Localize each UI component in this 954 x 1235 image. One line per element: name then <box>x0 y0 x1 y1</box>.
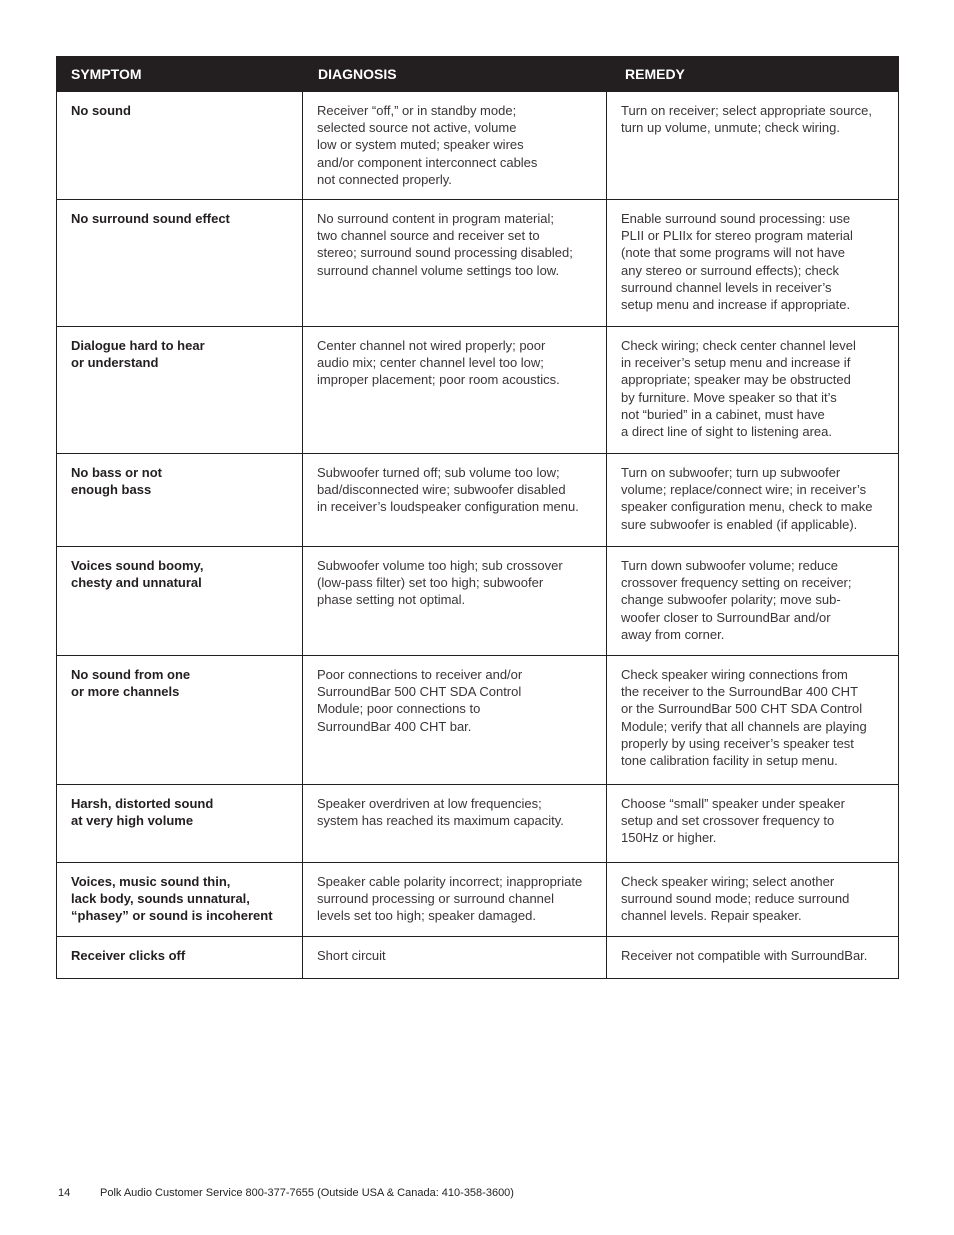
diagnosis-cell <box>303 454 607 547</box>
cell-text-line: volume; replace/connect wire; in receiver’s <box>621 482 867 498</box>
remedy-cell <box>607 92 899 200</box>
cell-text-line: and/or component interconnect cables <box>317 154 538 170</box>
symptom-cell <box>57 656 303 785</box>
diagnosis-cell <box>303 92 607 200</box>
cell-text-line: by furniture. Move speaker so that it’s <box>621 389 837 405</box>
cell-text-line: Receiver not compatible with SurroundBar. <box>621 948 868 963</box>
cell-text-line: tone calibration facility in setup menu. <box>621 753 838 769</box>
remedy-cell <box>607 200 899 327</box>
cell-text-line: or more channels <box>71 684 180 700</box>
cell-text-line: setup menu and increase if appropriate. <box>621 297 851 313</box>
cell-text-line: Choose “small” speaker under speaker <box>621 796 845 811</box>
cell-text-line: sure subwoofer is enabled (if applicable). <box>621 516 858 532</box>
table-row <box>57 92 899 200</box>
cell-text-line: Short circuit <box>317 948 386 963</box>
cell-text-line: “phasey” or sound is incoherent <box>71 908 273 924</box>
cell-text-line: in receiver’s loudspeaker configuration menu. <box>317 499 579 515</box>
table-body <box>57 92 899 979</box>
cell-text-line: (note that some programs will not have <box>621 245 845 261</box>
cell-text-line: not “buried” in a cabinet, must have <box>621 406 825 422</box>
troubleshooting-table <box>56 56 899 979</box>
footer-text: Polk Audio Customer Service 800-377-7655 (Outside USA & Canada: 410-358-3600) <box>100 1187 514 1199</box>
cell-text-line: Check wiring; check center channel level <box>621 338 856 353</box>
diagnosis-cell <box>303 937 607 979</box>
remedy-cell <box>607 327 899 454</box>
cell-text-line: stereo; surround sound processing disabled; <box>317 245 573 261</box>
table-row <box>57 785 899 863</box>
cell-text-line: No sound from one <box>71 667 191 682</box>
cell-text-line: properly by using receiver’s speaker test <box>621 735 854 751</box>
symptom-cell <box>57 454 303 547</box>
cell-text-line: setup and set crossover frequency to <box>621 813 835 829</box>
cell-text-line: or understand <box>71 355 159 371</box>
cell-text-line: Speaker overdriven at low frequencies; <box>317 796 542 811</box>
cell-text-line: in receiver’s setup menu and increase if <box>621 355 851 371</box>
cell-text-line: Check speaker wiring; select another <box>621 874 835 889</box>
cell-text-line: improper placement; poor room acoustics. <box>317 372 560 388</box>
cell-text-line: speaker configuration menu, check to make <box>621 499 873 515</box>
cell-text-line: Module; poor connections to <box>317 701 481 717</box>
remedy-cell <box>607 547 899 656</box>
diagnosis-cell <box>303 863 607 937</box>
cell-text-line: phase setting not optimal. <box>317 592 466 608</box>
cell-text-line: two channel source and receiver set to <box>317 228 540 244</box>
cell-text-line: change subwoofer polarity; move sub- <box>621 592 841 608</box>
diagnosis-cell <box>303 200 607 327</box>
cell-text-line: surround sound mode; reduce surround <box>621 891 850 907</box>
cell-text-line: Center channel not wired properly; poor <box>317 338 546 353</box>
symptom-cell <box>57 785 303 863</box>
remedy-cell <box>607 656 899 785</box>
symptom-cell <box>57 200 303 327</box>
cell-text-line: levels set too high; speaker damaged. <box>317 908 536 924</box>
cell-text-line: Turn down subwoofer volume; reduce <box>621 558 839 573</box>
cell-text-line: No bass or not <box>71 465 163 480</box>
cell-text-line: (low-pass filter) set too high; subwoofer <box>317 575 544 591</box>
cell-text-line: Check speaker wiring connections from <box>621 667 848 682</box>
cell-text-line: Turn on receiver; select appropriate source, <box>621 103 872 118</box>
cell-text-line: a direct line of sight to listening area. <box>621 424 833 440</box>
cell-text-line: No surround sound effect <box>71 211 230 226</box>
table-row <box>57 656 899 785</box>
header-remedy: REMEDY <box>607 57 899 92</box>
cell-text-line: Subwoofer turned off; sub volume too low; <box>317 465 560 480</box>
cell-text-line: Speaker cable polarity incorrect; inappropriate <box>317 874 583 889</box>
cell-text-line: woofer closer to SurroundBar and/or <box>621 609 831 625</box>
diagnosis-cell <box>303 327 607 454</box>
table-row <box>57 937 899 979</box>
cell-text-line: Receiver clicks off <box>71 948 186 963</box>
cell-text-line: Voices sound boomy, <box>71 558 204 573</box>
header-diagnosis: DIAGNOSIS <box>303 57 607 92</box>
header-symptom: SYMPTOM <box>57 57 303 92</box>
cell-text-line: surround processing or surround channel <box>317 891 555 907</box>
cell-text-line: the receiver to the SurroundBar 400 CHT <box>621 684 859 700</box>
cell-text-line: any stereo or surround effects); check <box>621 262 839 278</box>
cell-text-line: away from corner. <box>621 626 725 642</box>
cell-text-line: PLII or PLIIx for stereo program material <box>621 228 853 244</box>
table-header <box>57 57 899 92</box>
cell-text-line: 150Hz or higher. <box>621 830 717 846</box>
cell-text-line: Dialogue hard to hear <box>71 338 205 353</box>
cell-text-line: Voices, music sound thin, <box>71 874 231 889</box>
cell-text-line: system has reached its maximum capacity. <box>317 813 564 829</box>
cell-text-line: appropriate; speaker may be obstructed <box>621 372 851 388</box>
table-row <box>57 200 899 327</box>
cell-text-line: Harsh, distorted sound <box>71 796 214 811</box>
cell-text-line: surround channel levels in receiver’s <box>621 279 832 295</box>
symptom-cell <box>57 937 303 979</box>
table-row <box>57 454 899 547</box>
cell-text-line: lack body, sounds unnatural, <box>71 891 250 907</box>
symptom-cell <box>57 92 303 200</box>
symptom-cell <box>57 327 303 454</box>
cell-text-line: enough bass <box>71 482 152 498</box>
cell-text-line: Poor connections to receiver and/or <box>317 667 523 682</box>
cell-text-line: low or system muted; speaker wires <box>317 137 524 153</box>
symptom-cell <box>57 547 303 656</box>
remedy-cell <box>607 863 899 937</box>
table-row <box>57 327 899 454</box>
cell-text-line: surround channel volume settings too low. <box>317 262 560 278</box>
remedy-cell <box>607 454 899 547</box>
cell-text-line: Turn on subwoofer; turn up subwoofer <box>621 465 841 480</box>
cell-text-line: audio mix; center channel level too low; <box>317 355 544 371</box>
cell-text-line: bad/disconnected wire; subwoofer disabled <box>317 482 566 498</box>
diagnosis-cell <box>303 785 607 863</box>
cell-text-line: selected source not active, volume <box>317 120 517 136</box>
cell-text-line: No surround content in program material; <box>317 211 555 226</box>
cell-text-line: Subwoofer volume too high; sub crossover <box>317 558 563 573</box>
cell-text-line: not connected properly. <box>317 171 452 187</box>
page-footer <box>58 1187 514 1199</box>
page-number: 14 <box>58 1187 71 1199</box>
diagnosis-cell <box>303 547 607 656</box>
cell-text-line: No sound <box>71 103 131 118</box>
cell-text-line: turn up volume, unmute; check wiring. <box>621 120 840 136</box>
cell-text-line: SurroundBar 500 CHT SDA Control <box>317 684 522 700</box>
cell-text-line: crossover frequency setting on receiver; <box>621 575 852 591</box>
table-row <box>57 863 899 937</box>
remedy-cell <box>607 937 899 979</box>
cell-text-line: channel levels. Repair speaker. <box>621 908 802 924</box>
remedy-cell <box>607 785 899 863</box>
cell-text-line: SurroundBar 400 CHT bar. <box>317 718 472 734</box>
cell-text-line: Enable surround sound processing: use <box>621 211 851 226</box>
table-row <box>57 547 899 656</box>
symptom-cell <box>57 863 303 937</box>
diagnosis-cell <box>303 656 607 785</box>
cell-text-line: Module; verify that all channels are playing <box>621 718 867 734</box>
cell-text-line: or the SurroundBar 500 CHT SDA Control <box>621 701 863 717</box>
cell-text-line: chesty and unnatural <box>71 575 202 591</box>
cell-text-line: at very high volume <box>71 813 194 829</box>
cell-text-line: Receiver “off,” or in standby mode; <box>317 103 517 118</box>
